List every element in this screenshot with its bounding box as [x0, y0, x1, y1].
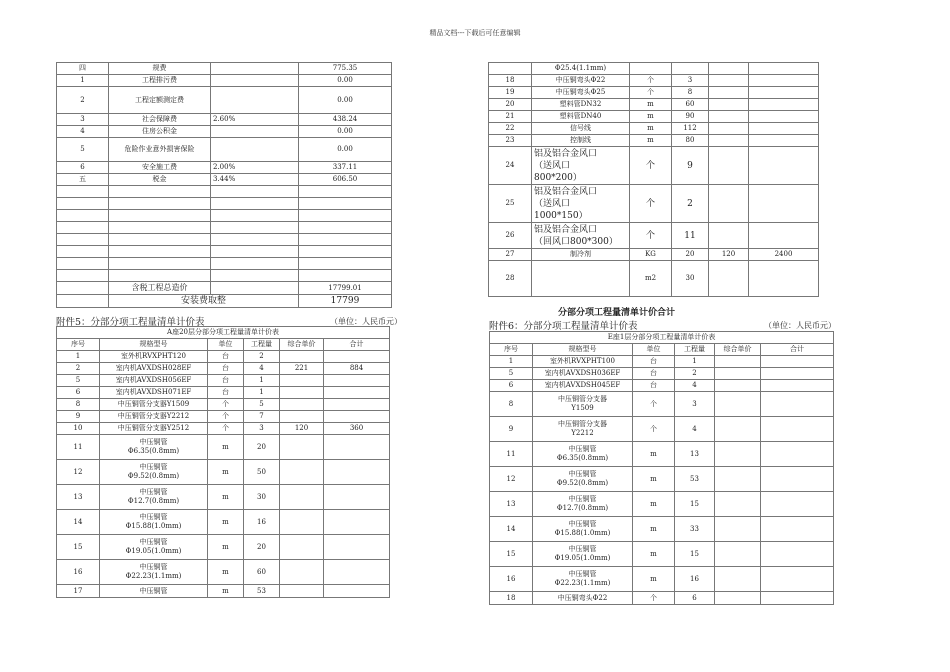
row-number: 3	[57, 114, 109, 126]
install-fee-value: 17799	[299, 295, 392, 308]
subtotal-label: 分部分项工程量清单计价合计	[558, 308, 676, 318]
table-row: 16 中压铜管 Φ22.23(1.1mm) m 16	[490, 567, 834, 592]
table-row	[57, 162, 392, 174]
install-fee-label: 安装费取整	[109, 295, 299, 308]
table-row: 27 制冷剂 KG 20 120 2400	[489, 249, 819, 261]
table-row	[57, 258, 392, 270]
column-header: 综合单价	[715, 344, 761, 356]
table-row: 14 中压铜管 Φ15.88(1.0mm) m 33	[490, 517, 834, 542]
table-row: 26 铝及铝合金风口 （回风口800*300） 个 11	[489, 223, 819, 249]
table-row: 1 室外机RVXPHT120 台 2	[57, 351, 390, 363]
fee-rate	[211, 63, 299, 75]
table-row	[57, 186, 392, 198]
table-row	[57, 246, 392, 258]
table-row	[57, 174, 392, 186]
column-header: 合计	[324, 339, 390, 351]
attachment6-table	[489, 331, 834, 605]
table-row: 20 塑料管DN32 m 60	[489, 99, 819, 111]
column-header: 单位	[208, 339, 244, 351]
column-header: 序号	[490, 344, 533, 356]
fee-name: 工程排污费	[109, 75, 211, 87]
table-row	[57, 126, 392, 138]
fee-amount: 337.11	[299, 162, 392, 174]
row-number: 1	[57, 75, 109, 87]
fee-name: 规费	[109, 63, 211, 75]
fee-rate	[211, 75, 299, 87]
table-row	[57, 138, 392, 162]
column-header: 规格型号	[100, 339, 208, 351]
row-number: 5	[57, 138, 109, 162]
table-row: 13 中压铜管 Φ12.7(0.8mm) m 30	[57, 485, 390, 510]
table-row: 17 中压铜管 m 53	[57, 585, 390, 598]
table-header-row	[490, 344, 834, 356]
table-row	[57, 210, 392, 222]
total-tax-label: 含税工程总造价	[109, 282, 211, 295]
table-row: 28 m2 30	[489, 261, 819, 297]
table-row: 15 中压铜管 Φ19.05(1.0mm) m 15	[490, 542, 834, 567]
table-row	[57, 75, 392, 87]
fee-amount: 606.50	[299, 174, 392, 186]
table-row	[57, 114, 392, 126]
table-row: 12 中压铜管 Φ9.52(0.8mm) m 53	[490, 467, 834, 492]
install-fee-row	[57, 295, 392, 308]
table-row: 25 铝及铝合金风口 （送风口 1000*150） 个 2	[489, 185, 819, 223]
table-row: 9 中压铜管分支器Y2212 个 7	[57, 411, 390, 423]
table-row: 5 室内机AVXDSH056EF 台 1	[57, 375, 390, 387]
fee-amount: 0.00	[299, 138, 392, 162]
table-row: 21 塑料管DN40 m 90	[489, 111, 819, 123]
table-row: 14 中压铜管 Φ15.88(1.0mm) m 16	[57, 510, 390, 535]
attachment6-caption: 附件6：分部分项工程量清单计价表	[489, 321, 638, 332]
column-header: 综合单价	[280, 339, 324, 351]
fee-amount: 0.00	[299, 87, 392, 114]
fee-name: 税金	[109, 174, 211, 186]
fee-rate	[211, 138, 299, 162]
fee-name: 安全施工费	[109, 162, 211, 174]
column-header: 序号	[57, 339, 100, 351]
column-header: 规格型号	[533, 344, 633, 356]
table-header-row	[57, 339, 390, 351]
table-row: 12 中压铜管 Φ9.52(0.8mm) m 50	[57, 460, 390, 485]
row-number: 2	[57, 87, 109, 114]
table-row: 24 铝及铝合金风口 （送风口 800*200） 个 9	[489, 147, 819, 185]
table-title-row	[490, 332, 834, 344]
table-row: 6 室内机AVXDSH045EF 台 4	[490, 380, 834, 392]
table-row	[57, 63, 392, 75]
column-header: 工程量	[244, 339, 280, 351]
fee-name: 工程定额测定费	[109, 87, 211, 114]
table-row: 1 室外机RVXPHT100 台 1	[490, 356, 834, 368]
table-title: E座1层分部分项工程量清单计价表	[490, 332, 834, 344]
table-row: 5 室内机AVXDSH036EF 台 2	[490, 368, 834, 380]
table-row	[57, 198, 392, 210]
table-row: 19 中压铜弯头Φ25 个 8	[489, 87, 819, 99]
table-row: 11 中压铜管 Φ6.35(0.8mm) m 20	[57, 435, 390, 460]
table-row	[57, 87, 392, 114]
table-row	[57, 222, 392, 234]
fee-amount: 0.00	[299, 75, 392, 87]
table-row: 8 中压铜管分支器 Y1509 个 3	[490, 392, 834, 417]
fee-rate	[211, 126, 299, 138]
table-row: 23 控制线 m 80	[489, 135, 819, 147]
table-row	[57, 234, 392, 246]
table-row	[57, 270, 392, 282]
table-title: A座20层分部分项工程量清单计价表	[57, 327, 390, 339]
total-tax-row	[57, 282, 392, 295]
fee-rate: 2.00%	[211, 162, 299, 174]
fee-amount: 775.35	[299, 63, 392, 75]
fee-rate: 2.60%	[211, 114, 299, 126]
attachment6-unit: （单位：人民币元）	[764, 321, 836, 330]
table-row: 18 中压铜弯头Φ22 个 3	[489, 75, 819, 87]
row-number: 五	[57, 174, 109, 186]
page-header: 精品文档---下载后可任意编辑	[429, 29, 521, 37]
column-header: 单位	[633, 344, 675, 356]
table-row: 11 中压铜管 Φ6.35(0.8mm) m 13	[490, 442, 834, 467]
attachment5-unit: （单位：人民币元）	[330, 317, 402, 326]
fee-rate: 3.44%	[211, 174, 299, 186]
table-row: Φ25.4(1.1mm)	[489, 63, 819, 75]
fee-name: 危险作业意外损害保险	[109, 138, 211, 162]
fee-amount: 438.24	[299, 114, 392, 126]
table-row: 8 中压铜管分支器Y1509 个 5	[57, 399, 390, 411]
table-row: 2 室内机AVXDSH028EF 台 4 221 884	[57, 363, 390, 375]
fee-name: 社会保障费	[109, 114, 211, 126]
table-row: 16 中压铜管 Φ22.23(1.1mm) m 60	[57, 560, 390, 585]
table-row: 10 中压铜管分支器Y2512 个 3 120 360	[57, 423, 390, 435]
fee-rate	[211, 87, 299, 114]
table-row: 22 信号线 m 112	[489, 123, 819, 135]
table-row: 9 中压铜管分支器 Y2212 个 4	[490, 417, 834, 442]
total-tax-value: 17799.01	[299, 282, 392, 295]
table-title-row	[57, 327, 390, 339]
table-row: 18 中压铜弯头Φ22 个 6	[490, 592, 834, 605]
row-number: 四	[57, 63, 109, 75]
row-number: 4	[57, 126, 109, 138]
fee-name: 住房公积金	[109, 126, 211, 138]
table-row: 15 中压铜管 Φ19.05(1.0mm) m 20	[57, 535, 390, 560]
table-row: 13 中压铜管 Φ12.7(0.8mm) m 15	[490, 492, 834, 517]
column-header: 合计	[761, 344, 834, 356]
fee-amount: 0.00	[299, 126, 392, 138]
continuation-table	[488, 62, 819, 297]
row-number: 6	[57, 162, 109, 174]
table-row: 6 室内机AVXDSH071EF 台 1	[57, 387, 390, 399]
column-header: 工程量	[675, 344, 715, 356]
attachment5-caption: 附件5：分部分项工程量清单计价表	[56, 317, 205, 328]
fee-table	[56, 62, 392, 308]
attachment5-table	[56, 326, 390, 598]
